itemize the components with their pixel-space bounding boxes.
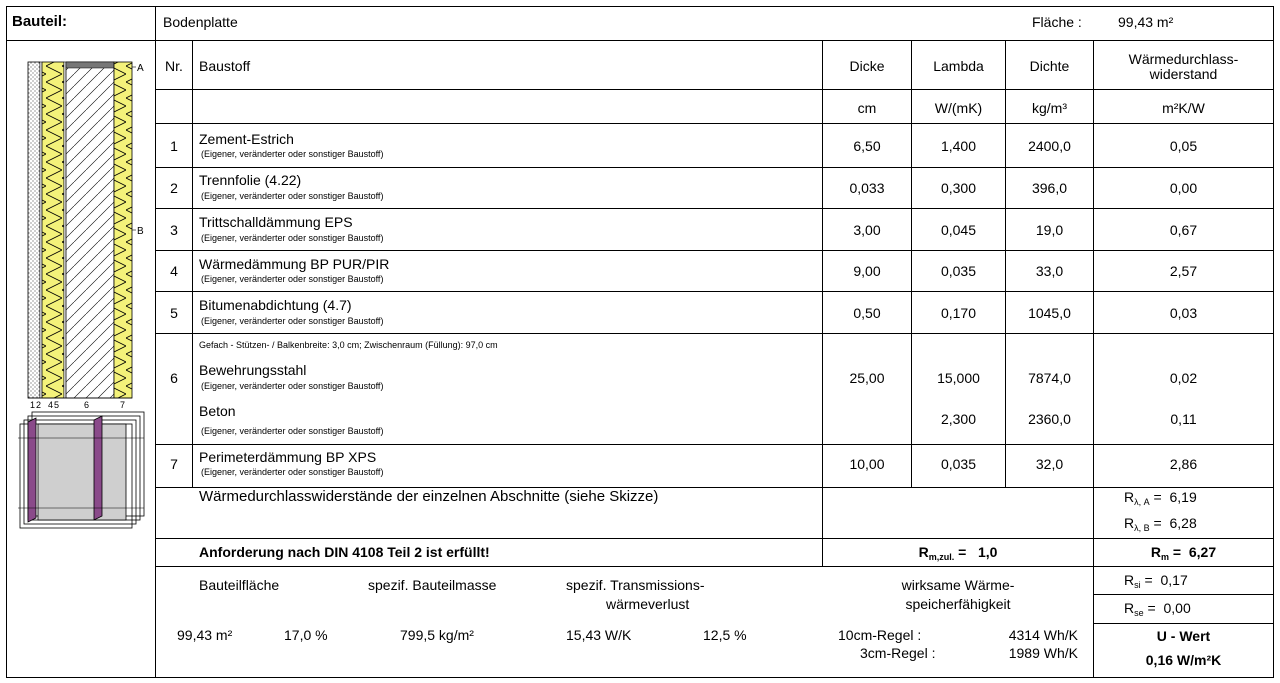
row-nr: 5 <box>170 305 178 321</box>
trans-label-2: wärmeverlust <box>606 596 690 612</box>
sketch-label-a: A <box>137 63 144 74</box>
rsi-row: $R_{si} = 0,17$ <box>1124 572 1188 590</box>
row-nr: 4 <box>170 263 178 279</box>
ra-row: $R_{\lambda, A} = 6,19$ <box>1124 489 1197 507</box>
row-lambda: 0,170 <box>940 305 977 321</box>
row-dichte: 1045,0 <box>1028 305 1071 321</box>
speicher-label-1: wirksame Wärme- <box>901 577 1015 593</box>
row-note: (Eigener, veränderter oder sonstiger Baustoff) <box>201 316 384 326</box>
row-dicke: 10,00 <box>849 456 885 472</box>
bauteilflaeche-label: Bauteilfläche <box>199 577 280 593</box>
row-baustoff: Wärmedämmung BP PUR/PIR <box>199 256 390 272</box>
trans-label-1: spezif. Transmissions- <box>566 577 705 593</box>
row-nr: 3 <box>170 222 178 238</box>
row-baustoff: Zement-Estrich <box>199 131 294 147</box>
row-nr: 7 <box>170 456 178 472</box>
bauteilflaeche-pct: 17,0 % <box>284 627 328 643</box>
rb-value: 6,28 <box>1169 515 1197 531</box>
u-label: U - Wert <box>1156 628 1211 644</box>
row-dichte: 2400,0 <box>1028 138 1071 154</box>
sketch-num: 5 <box>54 400 60 410</box>
regel3-value: 1989 Wh/K <box>1008 645 1078 661</box>
row-lambda: 15,000 <box>937 370 980 386</box>
u-value: 0,16 W/m²K <box>1145 652 1222 668</box>
rsi-value: 0,17 <box>1160 572 1188 588</box>
row-widerstand: 0,05 <box>1169 138 1198 154</box>
speicher-label-2: speicherfähigkeit <box>905 596 1011 612</box>
row-widerstand: 2,86 <box>1169 456 1198 472</box>
row-widerstand: 0,00 <box>1169 180 1198 196</box>
row-lambda: 0,045 <box>940 222 977 238</box>
col-nr: Nr. <box>165 58 183 74</box>
row-lambda: 2,300 <box>940 411 977 427</box>
rmzul-row: $R_{m,zul.} = 1,0$ <box>918 544 998 562</box>
row-note: (Eigener, veränderter oder sonstiger Baustoff) <box>201 149 384 159</box>
unit-dichte: kg/m³ <box>1032 100 1067 116</box>
regel10-value: 4314 Wh/K <box>1008 627 1078 643</box>
row-dichte: 7874,0 <box>1028 370 1071 386</box>
row-widerstand: 0,11 <box>1170 411 1197 427</box>
sketch-num: 7 <box>120 400 126 410</box>
sections-label: Wärmedurchlasswiderstände der einzelnen Abschnitte (siehe Skizze) <box>199 488 659 505</box>
row-dichte: 2360,0 <box>1028 411 1071 427</box>
row-note: (Eigener, veränderter oder sonstiger Baustoff) <box>201 467 384 477</box>
rb-row: $R_{\lambda, B} = 6,28$ <box>1124 515 1197 533</box>
row-note: (Eigener, veränderter oder sonstiger Baustoff) <box>201 233 384 243</box>
row-dichte: 32,0 <box>1035 456 1064 472</box>
sketch-num: 2 <box>36 400 42 410</box>
unit-dicke: cm <box>857 100 877 116</box>
sketch-num: 4 <box>48 400 54 410</box>
layer-sketch-svg <box>14 50 154 420</box>
col-dicke: Dicke <box>849 58 885 74</box>
row-lambda: 0,300 <box>940 180 977 196</box>
sketch-num: 6 <box>84 400 90 410</box>
masse-value: 799,5 kg/m² <box>400 627 474 643</box>
row-dicke: 25,00 <box>849 370 885 386</box>
col-widerstand-1: Wärmedurchlass- <box>1128 51 1239 67</box>
col-widerstand-2: widerstand <box>1149 66 1218 82</box>
regel10-label: 10cm-Regel : <box>838 627 922 643</box>
row-baustoff: Trennfolie (4.22) <box>199 172 302 188</box>
bauteil-value: Bodenplatte <box>163 14 238 30</box>
row-dicke: 9,00 <box>853 263 881 279</box>
row-widerstand: 0,67 <box>1169 222 1198 238</box>
gefach-sketch-svg <box>14 408 154 532</box>
sketch-num: 1 <box>30 400 36 410</box>
row-dichte: 19,0 <box>1035 222 1064 238</box>
rmzul-value: 1,0 <box>977 544 998 560</box>
gefach-note: Gefach - Stützen- / Balkenbreite: 3,0 cm; Zwischenraum (Füllung): 97,0 cm <box>199 340 498 350</box>
rse-value: 0,00 <box>1163 600 1191 616</box>
row-note: (Eigener, veränderter oder sonstiger Baustoff) <box>201 191 384 201</box>
col-baustoff: Baustoff <box>199 58 251 74</box>
row-nr: 1 <box>170 138 178 154</box>
col-dichte: Dichte <box>1029 58 1070 74</box>
row-baustoff: Bitumenabdichtung (4.7) <box>199 297 352 313</box>
row-note: (Eigener, veränderter oder sonstiger Baustoff) <box>201 426 384 436</box>
row-nr: 6 <box>170 370 178 386</box>
row-dicke: 3,00 <box>853 222 881 238</box>
row-dicke: 0,033 <box>849 180 885 196</box>
row-baustoff: Beton <box>199 403 236 419</box>
rm-row: $R_m = 6,27$ <box>1150 544 1217 562</box>
col-lambda: Lambda <box>933 58 984 74</box>
row-dicke: 6,50 <box>853 138 881 154</box>
row-baustoff: Bewehrungsstahl <box>199 362 307 378</box>
row-lambda: 0,035 <box>940 456 977 472</box>
masse-label: spezif. Bauteilmasse <box>368 577 497 593</box>
row-widerstand: 0,02 <box>1169 370 1198 386</box>
layer-sketch <box>14 50 154 420</box>
requirement-text: Anforderung nach DIN 4108 Teil 2 ist erfüllt! <box>199 544 490 560</box>
flaeche-label: Fläche : <box>1032 14 1082 30</box>
ra-value: 6,19 <box>1169 489 1197 505</box>
flaeche-value: 99,43 m² <box>1118 14 1174 30</box>
row-note: (Eigener, veränderter oder sonstiger Baustoff) <box>201 381 384 391</box>
unit-widerstand: m²K/W <box>1162 100 1205 116</box>
row-dichte: 396,0 <box>1031 180 1068 196</box>
bauteil-label: Bauteil: <box>12 13 68 30</box>
row-baustoff: Perimeterdämmung BP XPS <box>199 449 377 465</box>
unit-lambda: W/(mK) <box>934 100 983 116</box>
row-dichte: 33,0 <box>1035 263 1064 279</box>
row-lambda: 1,400 <box>940 138 977 154</box>
rm-value: 6,27 <box>1188 544 1217 560</box>
row-lambda: 0,035 <box>940 263 977 279</box>
row-widerstand: 2,57 <box>1169 263 1198 279</box>
row-dicke: 0,50 <box>853 305 881 321</box>
bauteilflaeche-value: 99,43 m² <box>177 627 233 643</box>
row-nr: 2 <box>170 180 178 196</box>
sketch-label-b: B <box>137 226 144 237</box>
rse-row: $R_{se} = 0,00$ <box>1124 600 1191 618</box>
gefach-sketch <box>14 408 154 532</box>
row-note: (Eigener, veränderter oder sonstiger Baustoff) <box>201 274 384 284</box>
row-widerstand: 0,03 <box>1169 305 1198 321</box>
regel3-label: 3cm-Regel : <box>860 645 936 661</box>
trans-value: 15,43 W/K <box>566 627 632 643</box>
row-baustoff: Trittschalldämmung EPS <box>199 214 353 230</box>
trans-pct: 12,5 % <box>703 627 747 643</box>
